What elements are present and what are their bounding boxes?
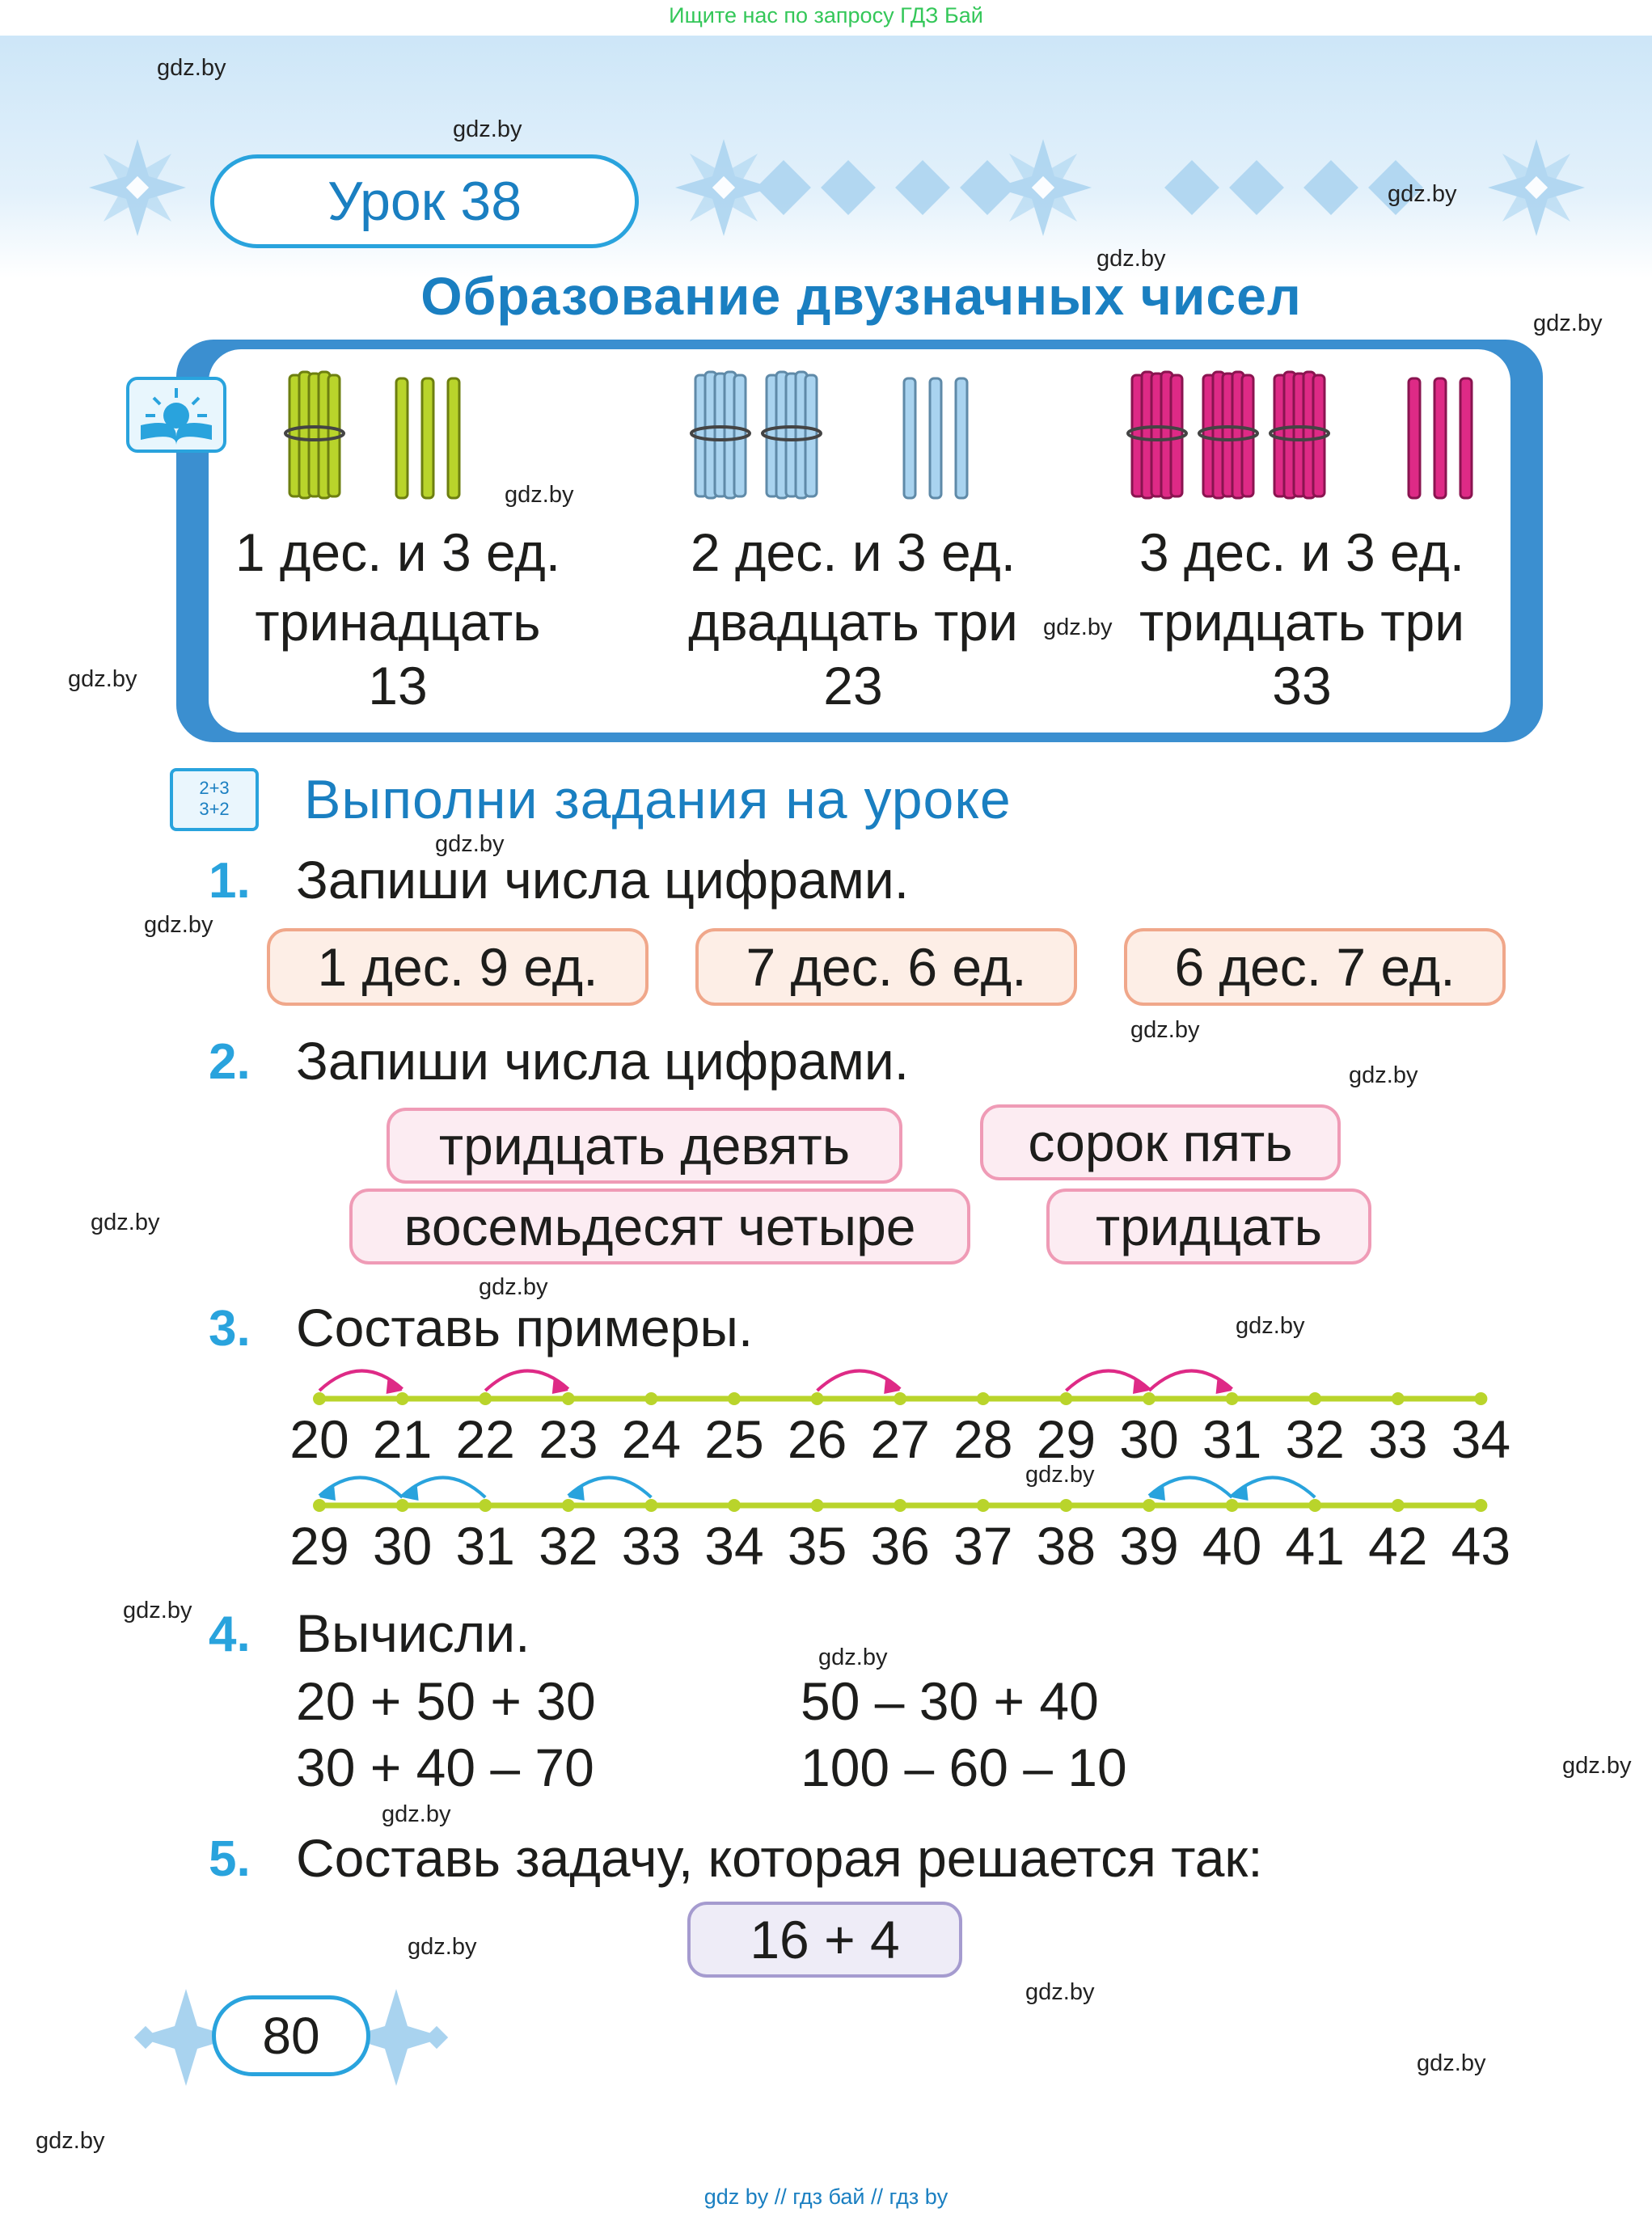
number-line-tick — [1308, 1392, 1321, 1405]
number-line-tick — [479, 1392, 492, 1405]
watermark: gdz.by — [1025, 1462, 1095, 1488]
task1-item: 6 дес. 7 ед. — [1124, 928, 1506, 1006]
number-line-label: 25 — [704, 1409, 764, 1469]
number-line-tick — [1143, 1392, 1156, 1405]
task2-item: тридцать девять — [387, 1108, 902, 1184]
task-text: Запиши числа цифрами. — [296, 850, 910, 910]
watermark: gdz.by — [1562, 1753, 1632, 1779]
number-line-label: 38 — [1036, 1516, 1096, 1576]
board-line: 2+3 — [199, 778, 230, 798]
number-line-tick — [644, 1499, 657, 1512]
task2-item: тридцать — [1046, 1188, 1371, 1264]
stick-bundle-icon — [691, 372, 750, 498]
expression: 20 + 50 + 30 — [296, 1671, 596, 1731]
watermark: gdz.by — [157, 55, 226, 81]
number-line-tick — [1059, 1392, 1072, 1405]
number-line-label: 43 — [1451, 1516, 1511, 1576]
task-number: 3. — [209, 1301, 251, 1357]
number-line-label: 41 — [1285, 1516, 1345, 1576]
number-line-tick — [1059, 1499, 1072, 1512]
board-icon — [170, 768, 259, 831]
example-13 — [171, 517, 624, 715]
watermark: gdz.by — [123, 1598, 192, 1623]
expression: 50 – 30 + 40 — [801, 1671, 1099, 1731]
page-number: 80 — [212, 1995, 370, 2076]
example-words: тридцать три — [1139, 592, 1465, 652]
number-line-tick — [1474, 1499, 1487, 1512]
stick-bundle-icon — [1199, 372, 1257, 498]
search-banner[interactable]: Ищите нас по запросу ГДЗ Бай — [669, 3, 983, 27]
number-line-label: 27 — [870, 1409, 930, 1469]
stick-bundle-icon — [285, 372, 344, 498]
number-line-label: 24 — [621, 1409, 682, 1469]
number-line-tick — [977, 1392, 990, 1405]
number-line-label: 39 — [1119, 1516, 1179, 1576]
stick-icon — [904, 378, 967, 498]
task-number: 1. — [209, 853, 251, 909]
number-line-label: 26 — [787, 1409, 847, 1469]
number-line-label: 35 — [787, 1516, 847, 1576]
task-text: Вычисли. — [296, 1603, 530, 1663]
task1-item: 7 дес. 6 ед. — [695, 928, 1077, 1006]
number-line-tick — [1226, 1499, 1239, 1512]
number-line-label: 29 — [1036, 1409, 1096, 1469]
number-line-tick — [396, 1499, 409, 1512]
footer-links[interactable]: gdz by // гдз бай // гдз by — [703, 2185, 949, 2209]
task2-item: сорок пять — [980, 1104, 1341, 1180]
watermark: gdz.by — [36, 2128, 105, 2154]
stick-bundle-icon — [763, 372, 821, 498]
board-line: 3+2 — [199, 799, 230, 819]
section-title: Выполни задания на уроке — [304, 769, 1012, 830]
watermark: gdz.by — [1349, 1062, 1418, 1088]
task-text: Составь примеры. — [296, 1298, 754, 1357]
number-line-tick — [1226, 1392, 1239, 1405]
snowflake-ornament-icon — [1488, 139, 1585, 236]
watermark: gdz.by — [1096, 246, 1166, 272]
number-line-label: 30 — [372, 1516, 433, 1576]
number-line-tick — [313, 1499, 326, 1512]
number-line-label: 23 — [539, 1409, 598, 1469]
lesson-label: Урок 38 — [210, 154, 639, 248]
task-text: Запиши числа цифрами. — [296, 1031, 910, 1091]
task-number: 5. — [209, 1831, 251, 1887]
number-line-label: 33 — [621, 1516, 682, 1576]
number-line-tick — [894, 1392, 906, 1405]
watermark: gdz.by — [68, 666, 137, 692]
number-line-tick — [644, 1392, 657, 1405]
watermark: gdz.by — [505, 482, 574, 508]
number-line-label: 40 — [1202, 1516, 1262, 1576]
example-number: 23 — [823, 656, 883, 716]
number-line-tick — [479, 1499, 492, 1512]
number-line-tick — [977, 1499, 990, 1512]
task-number: 2. — [209, 1034, 251, 1090]
number-line-tick — [811, 1499, 824, 1512]
example-words: двадцать три — [688, 592, 1018, 652]
watermark: gdz.by — [91, 1210, 160, 1235]
watermark: gdz.by — [1043, 614, 1113, 640]
task1-item: 1 дес. 9 ед. — [267, 928, 649, 1006]
number-line-label: 42 — [1368, 1516, 1428, 1576]
number-line-label: 33 — [1368, 1409, 1428, 1469]
example-23 — [627, 517, 1080, 715]
task2-item: восемьдесят четыре — [349, 1188, 970, 1264]
stick-icon — [396, 378, 459, 498]
number-line-label: 34 — [704, 1516, 764, 1576]
open-book-sun-icon — [126, 377, 226, 453]
number-line-label: 31 — [1202, 1409, 1262, 1469]
watermark: gdz.by — [408, 1934, 477, 1960]
example-number: 33 — [1272, 656, 1332, 716]
number-line-tick — [313, 1392, 326, 1405]
example-parts: 2 дес. и 3 ед. — [690, 522, 1016, 582]
example-parts: 3 дес. и 3 ед. — [1139, 522, 1465, 582]
example-33 — [1075, 517, 1528, 715]
expression: 30 + 40 – 70 — [296, 1737, 594, 1797]
number-line-label: 32 — [1285, 1409, 1345, 1469]
number-line-tick — [1143, 1499, 1156, 1512]
number-line-label: 21 — [372, 1409, 433, 1469]
number-line-tick — [894, 1499, 906, 1512]
watermark: gdz.by — [453, 116, 522, 142]
watermark: gdz.by — [1417, 2050, 1486, 2076]
number-line-label: 28 — [953, 1409, 1013, 1469]
number-line-tick — [1392, 1392, 1405, 1405]
watermark: gdz.by — [435, 831, 505, 857]
number-line-tick — [728, 1392, 741, 1405]
task-text: Составь задачу, которая решается так: — [296, 1828, 1263, 1888]
number-line-label: 36 — [870, 1516, 930, 1576]
number-line-label: 34 — [1451, 1409, 1511, 1469]
task-number: 4. — [209, 1606, 251, 1662]
watermark: gdz.by — [144, 912, 213, 938]
example-parts: 1 дес. и 3 ед. — [234, 522, 561, 582]
number-line-tick — [562, 1392, 575, 1405]
stick-icon — [1409, 378, 1472, 498]
example-number: 13 — [368, 656, 428, 716]
number-line-label: 22 — [455, 1409, 515, 1469]
number-line-label: 30 — [1119, 1409, 1179, 1469]
number-line-label: 37 — [953, 1516, 1013, 1576]
number-line-tick — [1392, 1499, 1405, 1512]
watermark: gdz.by — [1388, 181, 1457, 207]
snowflake-ornament-icon — [89, 139, 186, 236]
watermark: gdz.by — [382, 1801, 451, 1827]
watermark: gdz.by — [1533, 310, 1603, 336]
example-words: тринадцать — [255, 592, 541, 652]
number-line-tick — [728, 1499, 741, 1512]
watermark: gdz.by — [818, 1644, 888, 1670]
number-line-tick — [396, 1392, 409, 1405]
page-title: Образование двузначных чисел — [420, 266, 1302, 326]
number-line-tick — [1308, 1499, 1321, 1512]
watermark: gdz.by — [479, 1274, 548, 1300]
task5-expression: 16 + 4 — [687, 1902, 962, 1978]
stick-bundle-icon — [1270, 372, 1329, 498]
expression: 100 – 60 – 10 — [801, 1737, 1127, 1797]
watermark: gdz.by — [1025, 1979, 1095, 2005]
watermark: gdz.by — [1236, 1313, 1305, 1339]
number-line-tick — [562, 1499, 575, 1512]
stick-bundle-icon — [1128, 372, 1186, 498]
number-line-tick — [1474, 1392, 1487, 1405]
bundles-illustration — [275, 362, 1504, 508]
number-line-tick — [811, 1392, 824, 1405]
number-line-label: 32 — [539, 1516, 598, 1576]
watermark: gdz.by — [1130, 1017, 1200, 1043]
number-line-label: 31 — [455, 1516, 515, 1576]
number-line-label: 29 — [289, 1516, 349, 1576]
number-line-label: 20 — [289, 1409, 349, 1469]
